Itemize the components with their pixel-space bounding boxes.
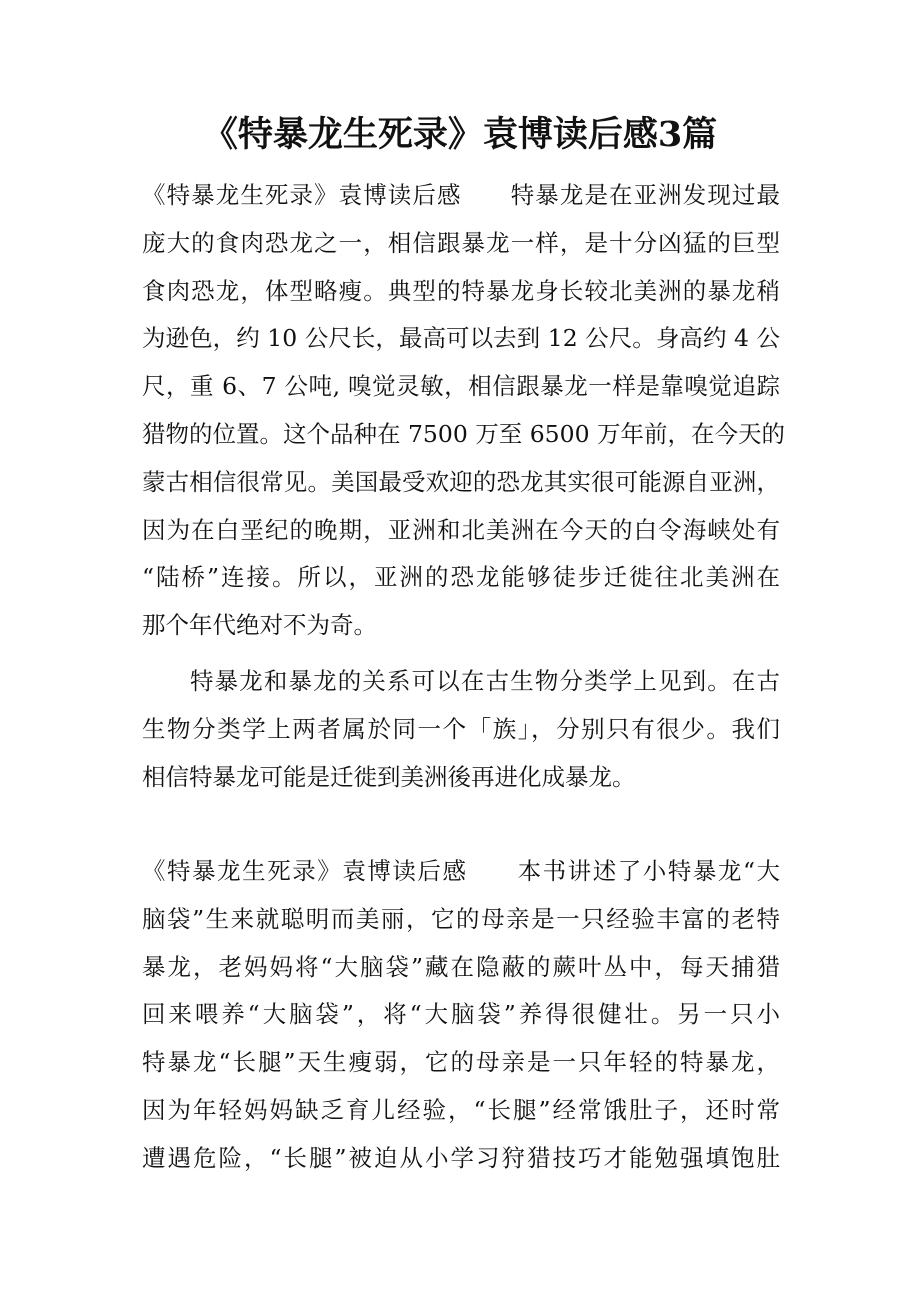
text-line: 暴龙，老妈妈将“大脑袋”藏在隐蔽的蕨叶丛中，每天捕猎 bbox=[142, 952, 780, 981]
text-line: 遭遇危险，“长腿”被迫从小学习狩猎技巧才能勉强填饱肚 bbox=[142, 1143, 780, 1172]
text-line: 因为年轻妈妈缺乏育儿经验，“长腿”经常饿肚子，还时常 bbox=[142, 1095, 780, 1124]
text-line: 特暴龙“长腿”天生瘦弱，它的母亲是一只年轻的特暴龙， bbox=[142, 1048, 780, 1077]
section-1-paragraph-2 bbox=[142, 658, 780, 801]
document-title: 《特暴龙生死录》袁博读后感3篇 bbox=[202, 114, 718, 155]
text-line: 《特暴龙生死录》袁博读后感 特暴龙是在亚洲发现过最 bbox=[142, 181, 780, 209]
text-line: “陆桥”连接。所以，亚洲的恐龙能够徒步迁徙往北美洲在 bbox=[142, 563, 780, 592]
section-2-paragraph-1 bbox=[142, 848, 780, 1183]
section-1-paragraph-1 bbox=[142, 172, 785, 650]
text-line: 特暴龙和暴龙的关系可以在古生物分类学上见到。在古 bbox=[190, 667, 780, 695]
text-line: 《特暴龙生死录》袁博读后感 本书讲述了小特暴龙“大 bbox=[142, 857, 780, 885]
text-line: 相信特暴龙可能是迁徙到美洲後再进化成暴龙。 bbox=[142, 762, 636, 791]
text-line: 那个年代绝对不为奇。 bbox=[142, 611, 377, 640]
text-line: 回来喂养“大脑袋”，将“大脑袋”养得很健壮。另一只小 bbox=[142, 1000, 780, 1029]
text-line: 食肉恐龙，体型略瘦。典型的特暴龙身长较北美洲的暴龙稍 bbox=[142, 276, 780, 305]
text-line: 猎物的位置。这个品种在 7500 万至 6500 万年前，在今天的 bbox=[142, 419, 785, 448]
text-line: 生物分类学上两者属於同一个「族」，分别只有很少。我们 bbox=[142, 714, 780, 743]
text-line: 因为在白垩纪的晚期，亚洲和北美洲在今天的白令海峡处有 bbox=[142, 515, 780, 544]
text-line: 蒙古相信很常见。美国最受欢迎的恐龙其实很可能源自亚洲， bbox=[142, 467, 780, 496]
text-line: 庞大的食肉恐龙之一，相信跟暴龙一样，是十分凶猛的巨型 bbox=[142, 228, 780, 257]
text-line: 脑袋”生来就聪明而美丽，它的母亲是一只经验丰富的老特 bbox=[142, 904, 780, 933]
text-line: 尺，重 6、7 公吨, 嗅觉灵敏，相信跟暴龙一样是靠嗅觉追踪 bbox=[142, 372, 780, 401]
text-line: 为逊色，约 10 公尺长，最高可以去到 12 公尺。身高约 4 公 bbox=[142, 324, 780, 353]
